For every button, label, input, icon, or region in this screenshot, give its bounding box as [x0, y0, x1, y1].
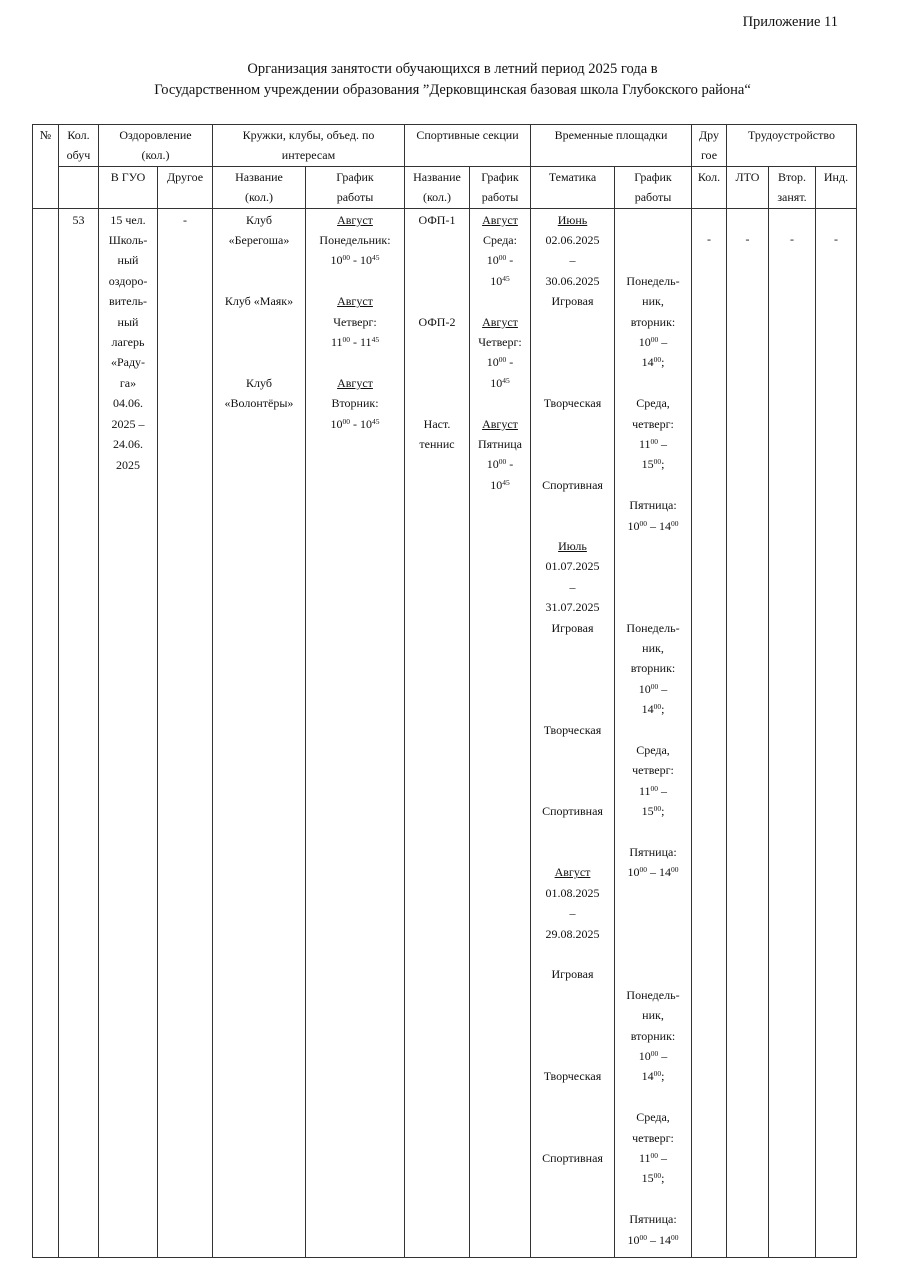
club-1-name: Клуб — [246, 212, 272, 227]
header-other: Дру гое — [692, 125, 727, 167]
header-clubs: Кружки, клубы, объед. по интересам — [213, 125, 405, 167]
header-sports: Спортивные секции — [405, 125, 531, 167]
subheader-labor-lto: ЛТО — [727, 166, 769, 208]
subheader-temp-schedule: График работы — [615, 166, 692, 208]
header-num: № — [33, 125, 59, 209]
cell-sport-names: ОФП-1 ОФП-2 Наст. теннис — [405, 208, 470, 1257]
header-row-2 — [33, 166, 857, 208]
header-labor: Трудоустройство — [727, 125, 857, 167]
sport-3-name: Наст. — [423, 416, 451, 431]
subheader-health-other: Другое — [158, 166, 213, 208]
subheader-sport-name: Название (кол.) — [405, 166, 470, 208]
cell-health-gyo: 15 чел. Школь- ный оздоро- витель- ный лагерь «Раду- га» 04.06. 2025 – 24.06. 2025 — [99, 208, 158, 1257]
subheader-health-gyo: В ГУО — [99, 166, 158, 208]
cell-temp-topics: Июнь 02.06.2025 – 30.06.2025 Игровая Творческая Спортивная Июль 01.07.2025 – 31.07.2025 Игровая Творческая Спортивная Август 01.08.2025 – 29.08.2025 Игровая Творческая Спортивная — [531, 208, 615, 1257]
cell-club-schedules: Август Понедельник: $10^{00} - 10^{45}$ Август Четверг: $11^{00} - 11^{45}$ Август Вторник: $10^{00} - 10^{45}$ — [306, 208, 405, 1257]
cell-other-count: - — [692, 208, 727, 1257]
header-health: Оздоровление (кол.) — [99, 125, 213, 167]
subheader-club-schedule: График работы — [306, 166, 405, 208]
subheader-labor-second: Втор. занят. — [769, 166, 816, 208]
subheader-club-name: Название (кол.) — [213, 166, 306, 208]
table-row — [33, 208, 857, 1257]
subheader-labor-ind: Инд. — [816, 166, 857, 208]
appendix-label: Приложение 11 — [742, 14, 838, 30]
header-row-1 — [33, 125, 857, 167]
document-title — [0, 59, 905, 101]
cell-labor-ind: - — [816, 208, 857, 1257]
header-count: Кол. обуч — [59, 125, 99, 167]
cell-labor-lto: - — [727, 208, 769, 1257]
subheader-temp-topic: Тематика — [531, 166, 615, 208]
title-line-1: Организация занятости обучающихся в летний период 2025 года в — [247, 61, 658, 77]
cell-labor-second: - — [769, 208, 816, 1257]
club-2-name: Клуб «Маяк» — [224, 294, 294, 309]
cell-health-other: - — [158, 208, 213, 1257]
cell-sport-schedules: Август Среда: $10^{00}$ - $10^{45}$ Август Четверг: $10^{00}$ - $10^{45}$ Август Пятница $10^{00}$ - $10^{45}$ — [470, 208, 531, 1257]
cell-count: 53 — [59, 208, 99, 1257]
cell-temp-schedules: Понедель- ник, вторник: $10^{00}$ – $14^{00}$; Среда, четверг: $11^{00}$ – $15^{00}$; Пятница: $10^{00} - 14^{00}$ Понедель- ник, вторник: $10^{00}$ – $14^{00}$; Среда, четверг: $11^{00}$ – $15^{00}$; Пятница: $10^{00} - 14^{00}$ Понедель- ник, вторник: $10^{00}$ – $14^{00}$; Среда, четверг: $11^{00}$ – $15^{00}$; Пятница: $10^{00} - 14^{00}$ — [615, 208, 692, 1257]
subheader-count-empty — [59, 166, 99, 208]
subheader-sport-schedule: График работы — [470, 166, 531, 208]
sport-2-name: ОФП-2 — [418, 314, 456, 329]
subheader-other-count: Кол. — [692, 166, 727, 208]
sport-1-name: ОФП-1 — [418, 212, 456, 227]
club-3-name: Клуб — [246, 375, 272, 390]
header-temp-sites: Временные площадки — [531, 125, 692, 167]
cell-club-names: Клуб «Берегоша» Клуб «Маяк» Клуб «Волонтёры» — [213, 208, 306, 1257]
employment-table — [32, 124, 857, 1258]
cell-num — [33, 208, 59, 1257]
title-line-2: Государственном учреждении образования ”Дерковщинская базовая школа Глубокского района“ — [154, 82, 751, 98]
